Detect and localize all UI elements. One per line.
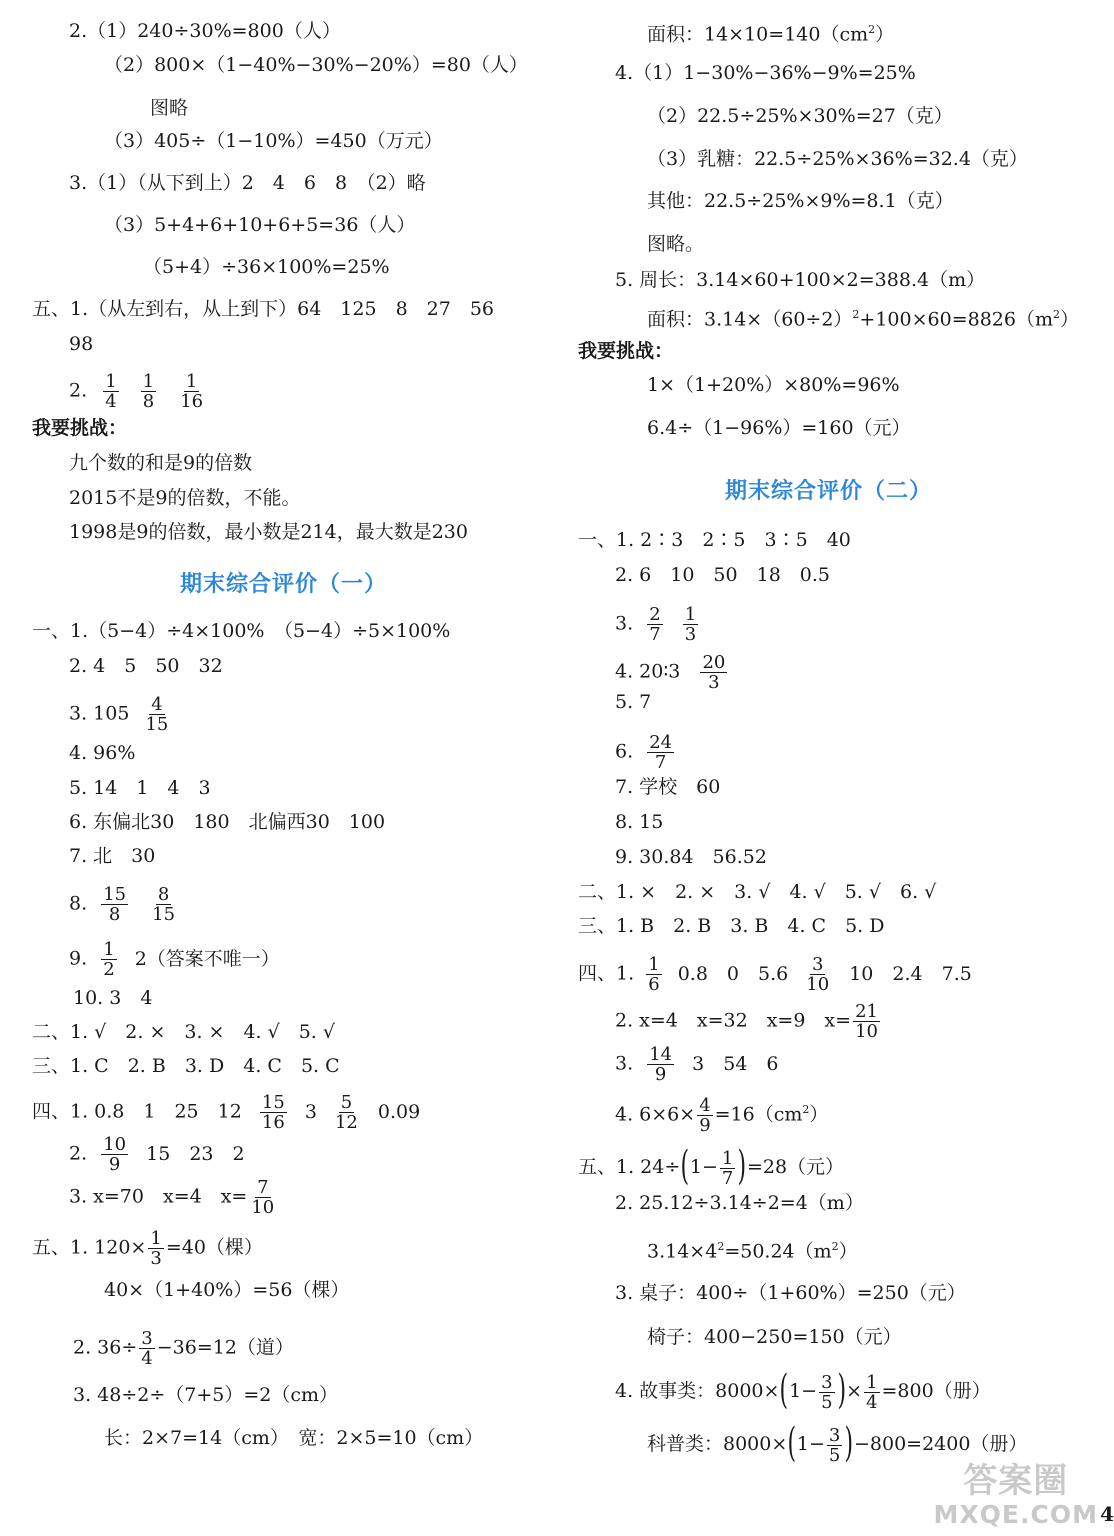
- section-heading: 期末综合评价（一）: [180, 572, 388, 597]
- fraction: $\frac{5}{12}$: [334, 1092, 358, 1133]
- fraction: $\frac{1}{2}$: [103, 939, 115, 980]
- answer-line: 1998是9的倍数，最小数是214，最大数是230: [69, 521, 468, 543]
- answer-line: 二、1. √ 2. × 3. × 4. √ 5. √: [32, 1021, 335, 1043]
- answer-line: 四、1. $\frac{1}{6}$ 0.8 0 5.6 $\frac{3}{10}$ 10 2.4 7.5: [578, 954, 972, 995]
- fraction: $\frac{1}{8}$: [142, 371, 155, 412]
- fraction: $\frac{15}{8}$: [103, 884, 127, 925]
- paren-left: (: [680, 1143, 690, 1189]
- answer-line: 1×（1+20%）×80%=96%: [647, 374, 900, 396]
- fraction: $\frac{2}{7}$: [649, 604, 661, 645]
- paren-right: ): [837, 1367, 846, 1413]
- fraction: $\frac{1}{16}$: [180, 371, 204, 412]
- fraction: $\frac{1}{3}$: [684, 604, 697, 645]
- answer-line: $3.14\times 4^2=50.24(m^2)$: [647, 1240, 858, 1263]
- paren-right: ): [844, 1420, 854, 1466]
- answer-line: （2）800×（1−40%−30%−20%）=80（人）: [104, 54, 528, 76]
- challenge-title: 我要挑战：: [578, 340, 674, 362]
- fraction: $\frac{7}{10}$: [251, 1177, 275, 1218]
- answer-line: （3）乳糖：22.5÷25%×36%=32.4（克）: [647, 148, 1028, 170]
- answer-line: 四、1. 0.8 1 25 12 $\frac{15}{16}$ 3 $\frac{5}{12}$ 0.09: [32, 1092, 421, 1133]
- answer-line: 2015不是9的倍数，不能。: [69, 487, 301, 509]
- fraction: $\frac{10}{9}$: [103, 1134, 127, 1175]
- answer-line: 40×（1+40%）=56（棵）: [104, 1279, 350, 1301]
- answer-line: 8. 15: [615, 811, 664, 833]
- answer-line: 9. $\frac{1}{2}$ 2（答案不唯一）: [69, 939, 280, 980]
- answer-line: 4. 20∶3 $\frac{20}{3}$: [615, 652, 726, 693]
- answer-line: 2. 4 5 50 32: [69, 655, 223, 677]
- answer-line: 一、1. 2∶3 2∶5 3∶5 40: [578, 529, 851, 551]
- fraction: $\frac{24}{7}$: [649, 732, 673, 773]
- answer-line: 一、1.（5−4）÷4×100% （5−4）÷5×100%: [32, 620, 451, 642]
- challenge-title: 我要挑战：: [32, 417, 128, 439]
- answer-line: 2. 36÷ $\frac{3}{4}$ −36=12（道）: [73, 1328, 294, 1369]
- answer-line: 3. 桌子：400÷（1+60%）=250（元）: [615, 1282, 966, 1304]
- answer-line: 8. $\frac{15}{8}$ $\frac{8}{15}$: [69, 884, 176, 925]
- answer-line: 5. 周长：3.14×60+100×2=388.4（m）: [615, 269, 986, 291]
- fraction: $\frac{4}{15}$: [145, 694, 169, 735]
- answer-line: （3）5+4+6+10+6+5=36（人）: [104, 214, 416, 236]
- answer-line: 三、1. C 2. B 3. D 4. C 5. C: [32, 1055, 340, 1077]
- answer-line: 科普类：8000×(1− $\frac{3}{5}$ )−800=2400（册）: [647, 1420, 1028, 1466]
- answer-line: 7. 北 30: [69, 845, 156, 867]
- fraction: $\frac{1}{4}$: [866, 1371, 878, 1413]
- answer-line: 2. 6 10 50 18 0.5: [615, 564, 831, 586]
- answer-line: （2）22.5÷25%×30%=27（克）: [647, 105, 953, 127]
- paren-left: (: [779, 1367, 789, 1413]
- fraction: $\frac{4}{9}$: [699, 1095, 711, 1136]
- answer-line: 三、1. B 2. B 3. B 4. C 5. D: [578, 915, 885, 937]
- answer-line: 6. $\frac{24}{7}$: [615, 732, 673, 773]
- answer-line: 五、1.（从左到右，从上到下）64 125 8 27 56: [32, 298, 495, 320]
- fraction: $\frac{3}{5}$: [821, 1371, 833, 1413]
- answer-line: 10. 3 4: [73, 987, 153, 1009]
- answer-line: 9. 30.84 56.52: [615, 846, 767, 868]
- fraction: $\frac{1}{3}$: [150, 1228, 162, 1269]
- answer-line: 其他：22.5÷25%×9%=8.1（克）: [647, 190, 954, 212]
- answer-line: 五、1. 24÷(1− $\frac{1}{7}$ )=28（元）: [578, 1143, 845, 1189]
- fraction: $\frac{1}{6}$: [648, 954, 660, 995]
- answer-line: 4. 故事类：8000×(1− $\frac{3}{5}$ )× $\frac{1}{4}$ =800（册）: [615, 1367, 991, 1413]
- fraction: $\frac{3}{10}$: [806, 954, 830, 995]
- fraction: $\frac{1}{4}$: [105, 371, 117, 412]
- answer-line: 3. $\frac{2}{7}$ $\frac{1}{3}$: [615, 604, 697, 645]
- fraction: $\frac{1}{7}$: [721, 1147, 734, 1189]
- answer-line: 5. 14 1 4 3: [69, 777, 211, 799]
- paren-left: (: [787, 1420, 797, 1466]
- answer-line: 4. 6×6× $\frac{4}{9}$ $=16(cm^2)$: [615, 1095, 829, 1136]
- paren-right: ): [737, 1143, 747, 1189]
- answer-line: 3. 105 $\frac{4}{15}$: [69, 694, 169, 735]
- fraction: $\frac{21}{10}$: [855, 1001, 878, 1042]
- page-number: 4: [1100, 1502, 1114, 1526]
- answer-line: 图略: [150, 97, 189, 119]
- answer-line: 6.4÷（1−96%）=160（元）: [647, 417, 911, 439]
- answer-line: 面积：$14\times 10=140(cm^2)$: [647, 23, 895, 46]
- answer-line: 2. x=4 x=32 x=9 x= $\frac{21}{10}$: [615, 1001, 878, 1042]
- fraction: $\frac{3}{4}$: [141, 1328, 153, 1369]
- answer-line: 3. 48÷2÷（7+5）=2（cm）: [73, 1384, 339, 1406]
- fraction: $\frac{15}{16}$: [261, 1092, 285, 1133]
- section-heading: 期末综合评价（二）: [725, 479, 933, 504]
- answer-line: 98: [69, 333, 94, 355]
- fraction: $\frac{14}{9}$: [649, 1044, 673, 1085]
- answer-line: 5. 7: [615, 691, 652, 713]
- item-number: 2.: [69, 379, 88, 402]
- answer-line: （5+4）÷36×100%=25%: [143, 256, 390, 278]
- answer-line: 面积：$3.14\times(60\div 2)^2+100\times 60=8826(m^2)$: [647, 308, 1080, 331]
- answer-line: 6. 东偏北30 180 北偏西30 100: [69, 811, 386, 833]
- answer-line: 五、1. 120× $\frac{1}{3}$ =40（棵）: [32, 1228, 263, 1269]
- answer-line: 4.（1）1−30%−36%−9%=25%: [615, 62, 916, 84]
- answer-line: [69, 372, 207, 411]
- watermark-logo: 答案圈 MXQE.COM: [933, 1461, 1098, 1529]
- fraction: $\frac{8}{15}$: [152, 884, 176, 925]
- fraction: $\frac{3}{5}$: [828, 1424, 841, 1466]
- fraction: $\frac{20}{3}$: [702, 652, 726, 693]
- answer-line: 2. $\frac{10}{9}$ 15 23 2: [69, 1134, 245, 1175]
- answer-line: 4. 96%: [69, 742, 136, 764]
- answer-line: 图略。: [647, 233, 705, 255]
- answer-line: 3. $\frac{14}{9}$ 3 54 6: [615, 1044, 779, 1085]
- answer-line: 长：2×7=14（cm） 宽：2×5=10（cm）: [104, 1427, 484, 1449]
- answer-line: 2. 25.12÷3.14÷2=4（m）: [615, 1192, 864, 1214]
- answer-line: 3. x=70 x=4 x= $\frac{7}{10}$: [69, 1177, 275, 1218]
- answer-line: 3.（1）（从下到上）2 4 6 8 （2）略: [69, 172, 426, 194]
- answer-line: 椅子：400−250=150（元）: [647, 1326, 902, 1348]
- answer-line: 九个数的和是9的倍数: [69, 452, 253, 474]
- answer-line: （3）405÷（1−10%）=450（万元）: [104, 130, 443, 152]
- answer-line: 2.（1）240÷30%=800（人）: [69, 20, 341, 42]
- answer-line: 二、1. × 2. × 3. √ 4. √ 5. √ 6. √: [578, 881, 937, 903]
- answer-line: 7. 学校 60: [615, 776, 721, 798]
